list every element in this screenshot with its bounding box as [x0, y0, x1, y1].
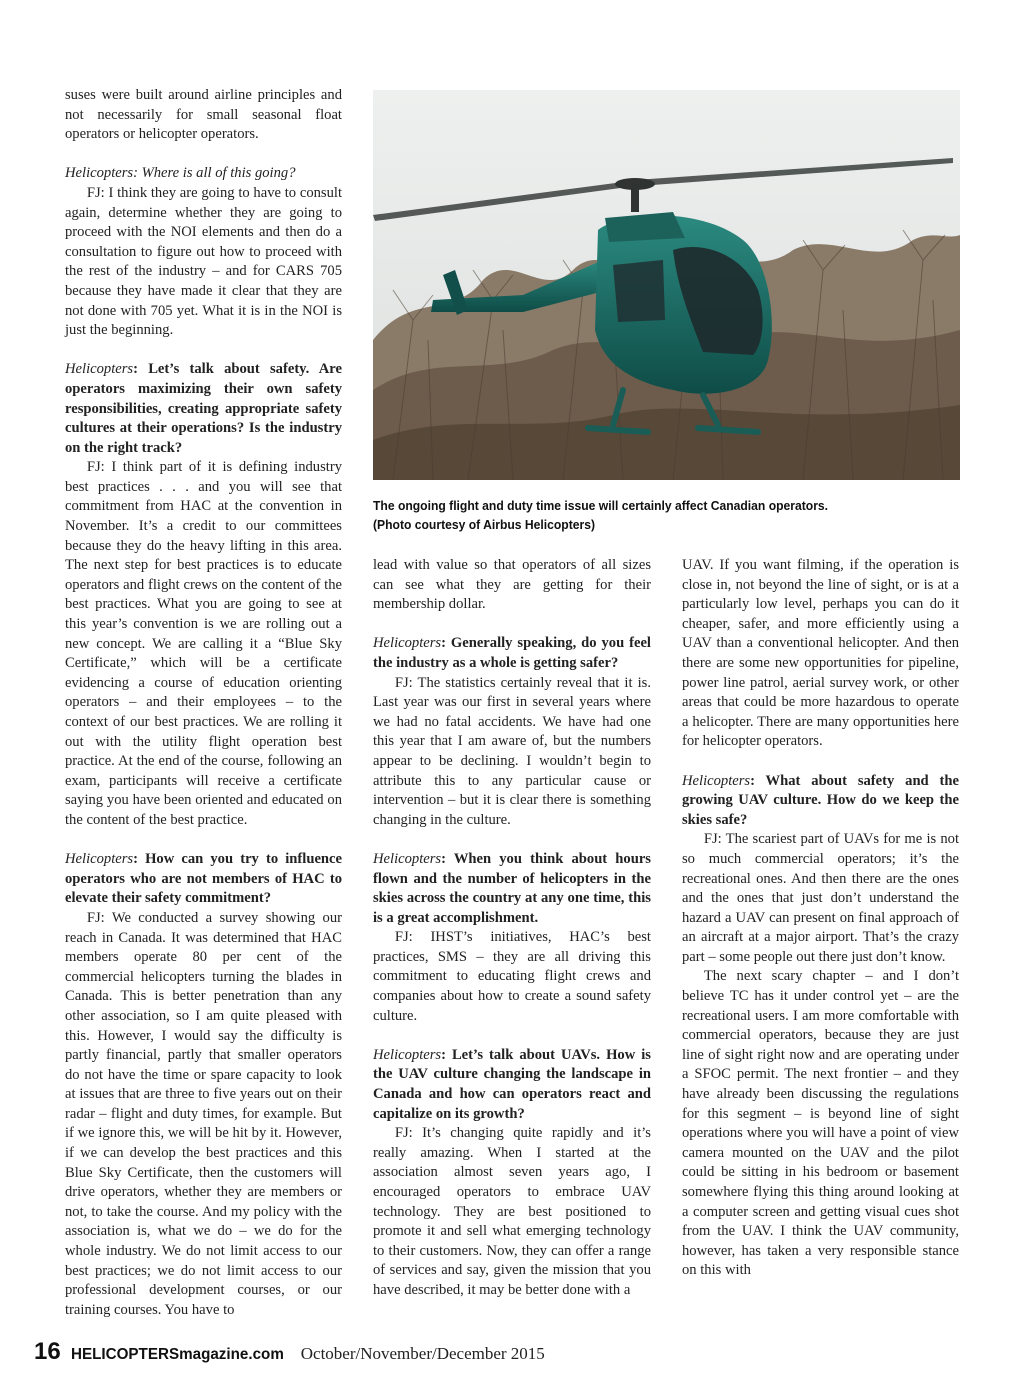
question-lead: Helicopters: [682, 772, 751, 789]
interview-answer: FJ: I think part of it is defining industry best practices . . . and you will see that commitment from HAC at the convention in November. It’s a credit to our committees because they do the heavy lifting in this area. The next step for best practices is to educate operators and flight crews on the content of the best practices. What you are going to see at this year’s convention is we are rolling out a new concept. We are calling it a “Blue Sky Certificate,” which will be a certificate evidencing a course of education orienting operators – and their employees – to the context of our best practices. We are rolling it out with the utility flight operation best practice. At the end of the course, following an exam, participants will receive a certificate saying you have been oriented and educated on the content of the best practice.: [65, 459, 342, 828]
interview-answer: FJ: The statistics certainly reveal that it is. Last year was our first in several years where we had no fatal accidents. We have had one this year that I am aware of, but the numbers appear to be declining. I wouldn’t begin to attribute this to any particular cause or intervention – but it is clear there is something changing in the culture.: [373, 674, 651, 828]
page-footer: [34, 1338, 545, 1368]
interview-answer: FJ: The scariest part of UAVs for me is not so much commercial operators; it’s the recreational ones. And then there are the ones and the ones that just don’t understand the hazard a UAV can present on final approach of an aircraft at a major airport. That’s the crazy part – some people out there just don’t know.: [682, 831, 959, 965]
question-lead: Helicopters: [373, 635, 442, 652]
interview-answer: FJ: It’s changing quite rapidly and it’s really amazing. When I started at the association almost seven years ago, I encouraged operators to embrace UAV technology. They are best positioned to promote it and sell what emerging technology to their customers. Now, they can offer a range of services and say, given the mission that you have described, it may be better done with a: [373, 1125, 651, 1298]
question-lead: Helicopters: [373, 1046, 442, 1063]
page-number: 16: [34, 1338, 61, 1365]
interview-answer: The next scary chapter – and I don’t believe TC has it under control yet – are the recreational users. I am more comfortable with commercial operators, because they are just line of sight right now and are operating under a SFOC permit. The next frontier – and they have already been discussing the regulations for this segment – is beyond line of sight operations where you will have a point of view camera mounted on the UAV and the pilot could be sitting in his bedroom or basement somewhere flying this thing around looking at a computer screen and getting visual cues shot from the UAV. I think the UAV community, however, has taken a very responsible stance on this with: [682, 968, 959, 1279]
magazine-website: HELICOPTERSmagazine.com: [70, 1346, 284, 1363]
paragraph: lead with value so that operators of all sizes can see what they are getting for their membership dollar.: [373, 557, 651, 613]
interview-question: [682, 772, 959, 831]
interview-question: [65, 850, 342, 909]
question-text: : Generally speaking, do you feel the industry as a whole is getting safer?: [373, 635, 651, 671]
paragraph: UAV. If you want filming, if the operation is close in, not beyond the line of sight, or is at a particularly low level, perhaps you can do it cheaper, safer, and more efficiently using a UAV than a conventional helicopter. And then there are some new opportunities for pipeline, power line patrol, aerial survey work, or other areas that could be more hazardous to operate a helicopter. There are many opportunities here for helicopter operators.: [682, 557, 959, 750]
question-text: : How can you try to influence operators who are not members of HAC to elevate their safety commitment?: [65, 851, 342, 907]
interview-question: [373, 850, 651, 928]
caption-credit: (Photo courtesy of Airbus Helicopters): [373, 517, 596, 532]
caption-line: The ongoing flight and duty time issue will certainly affect Canadian operators.: [373, 498, 829, 513]
interview-answer: FJ: We conducted a survey showing our reach in Canada. It was determined that HAC members operate 80 per cent of the commercial helicopters turning the blades in Canada. This is better penetration than any other association, so I am quite pleased with this. However, I would say the difficulty is partly financial, partly that smaller operators do not have the time or spare capacity to look at issues that are three to five years out on their radar – flight and duty times, for example. But if we ignore this, we will be hit by it. However, if we can develop the best practices and this Blue Sky Certificate, then the customers will drive operators, whether they are members or not, to take the course. And my policy with the association is, what we do – we do for the whole industry. We do not limit access to our best practices; we do not limit access to our professional development courses, or our training courses. You have to: [65, 909, 342, 1318]
question-lead: Helicopters: [65, 851, 134, 868]
question-text: : Let’s talk about UAVs. How is the UAV culture changing the landscape in Canada and how can operators react and capitalize on its growth?: [373, 1046, 651, 1122]
article-column-1: [65, 86, 342, 1320]
interview-question: [65, 360, 342, 458]
helicopter-photo: [373, 90, 960, 480]
paragraph: suses were built around airline principles and not necessarily for small seasonal float operators or helicopter operators.: [65, 87, 342, 143]
photo-caption: [373, 496, 916, 534]
question-text: : When you think about hours flown and the number of helicopters in the skies across the country at any one time, this is a great accomplishment.: [373, 850, 651, 926]
interview-question: [373, 634, 651, 673]
question-lead: Helicopters: [65, 361, 134, 378]
interview-answer: FJ: IHST’s initiatives, HAC’s best practices, SMS – they are all driving this commitment to educating flight crews and companies about how to create a sound safety culture.: [373, 929, 651, 1024]
question-text: : Let’s talk about safety. Are operators maximizing their own safety responsibilities, creating appropriate safety cultures at their operations? Is the industry on the right track?: [65, 361, 342, 456]
question-text: : What about safety and the growing UAV culture. How do we keep the skies safe?: [682, 772, 959, 828]
interview-answer: FJ: I think they are going to have to consult again, determine whether they are going to proceed with the NOI elements and then do a consultation to figure out how to proceed with the rest of the industry – and for CARS 705 because they have made it clear that they are not done with 705 yet. What it is in the NOI is just the beginning.: [65, 184, 342, 339]
question-lead: Helicopters: [373, 850, 442, 867]
question-lead: Helicopters: Where is all of this going?: [65, 165, 296, 182]
interview-question: [65, 164, 342, 184]
article-column-3: [682, 556, 959, 1281]
issue-date: October/November/December 2015: [300, 1344, 545, 1363]
helicopter-illustration: [373, 90, 960, 480]
article-column-2: [373, 556, 651, 1301]
interview-question: [373, 1046, 651, 1124]
